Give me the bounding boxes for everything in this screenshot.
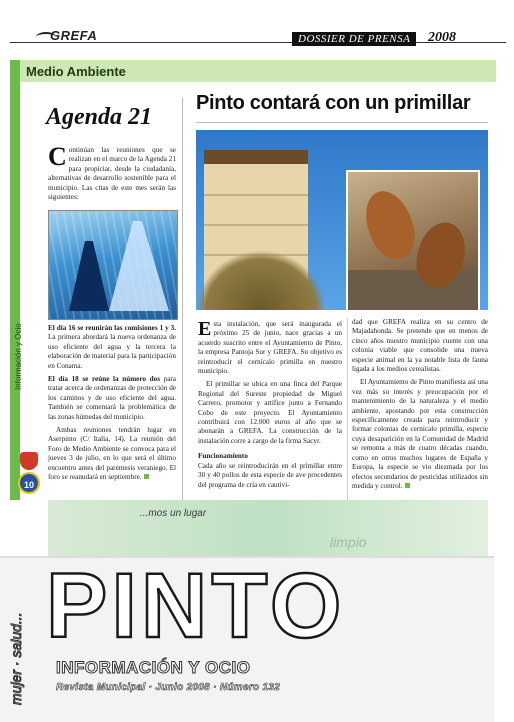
logo-text: GREFA: [50, 28, 98, 43]
article-subhead: Funcionamiento: [198, 452, 248, 461]
sidebar-label: Información y Ocio: [14, 323, 23, 390]
agenda-p1-text: La primera abordará la nueva ordenanza de uso eficiente del agua y la tercera la elaboración de material para la participación en Conama.: [48, 333, 176, 370]
primillar-photo: [196, 130, 488, 310]
page-header: [10, 24, 506, 54]
article-p3: Cada año se reintroducirán en el primillar entre 30 y 40 pollos de esta especie de ave procedentes del programa de cría en cautivi-: [198, 461, 342, 489]
article-p5: El Ayuntamiento de Pinto manifiesta así una vez más su interés y preocupación por el mantenimiento de la naturaleza y el medio ambiente, apostando por esta construcción específicamente creada para reintroducir y formar colonias de cernícalo primilla, especie cuya desaparición en la Comunidad de Madrid se remonta a más de cuatro décadas cuando, como en otros muchos lugares de España y Europa, la especie se vio diezmada por los efectos secundarios de pesticidas utilizados sin medida y control.: [352, 378, 488, 490]
logo-swoosh-icon: [36, 32, 56, 42]
agenda-photo: [48, 210, 178, 320]
agenda-p1-bold: El día 16 se reunirán las comisiones 1 y 3.: [48, 324, 176, 332]
section-sidebar: [10, 60, 20, 500]
tower-band: [204, 194, 308, 196]
page-number-badge: 10: [18, 472, 40, 494]
cover-issue-line: Revista Municipal · Junio 2008 · Número 132: [56, 682, 281, 693]
article-p1: sta instalación, que será inaugurada el próximo 25 de junio, nace gracias a un acuerdo suscrito entre el Ayuntamiento de Pinto, la empresa Pantoja Sur y GREFA. Su objetivo es reintroducir el cernícalo primilla en nuestro municipio.: [198, 320, 342, 376]
end-mark-icon: [405, 483, 410, 488]
article-p4: dad que GREFA realiza en su centro de Majadahonda. Se pretende que en menos de cinco años nuestro municipio cuente con una colonia viable que consolide una nueva especie animal en la ya notable lista de fauna ligada a los medios cerealistas.: [352, 318, 488, 374]
tower-roof: [204, 150, 308, 164]
article-dropcap: E: [198, 318, 212, 340]
column-divider: [182, 98, 183, 500]
tower-band: [204, 224, 308, 226]
agenda-intro: [48, 142, 176, 206]
inset-rock: [348, 270, 478, 310]
cover-subtitle: INFORMACIÓN Y OCIO: [56, 658, 251, 677]
grefa-logo: [50, 28, 97, 43]
article-column-1: [198, 320, 342, 494]
title-rule: [196, 122, 488, 123]
end-mark-icon: [144, 474, 149, 479]
kestrel-bird: [357, 185, 422, 266]
agenda-body: [48, 324, 176, 487]
cover-side-text: mujer · salud...: [8, 612, 24, 705]
dossier-year: 2008: [428, 30, 456, 45]
agenda-p2-bold: El día 18 se reúne la número dos: [48, 375, 161, 384]
agenda-title: Agenda 21: [46, 104, 153, 130]
cover-strip-text-2: limpio: [330, 534, 367, 550]
article-column-2: [352, 318, 488, 495]
article-p2: El primillar se ubica en una finca del Parque Regional del Sureste propiedad de Miguel Carrero, promotor y artífice junto a Fernando Cobo de este proyecto. El Ayuntamiento contribuirá con 12.000 euros al año que se abonarán a GREFA. La construcción de la instalación corre a cargo de la firma Sacyr.: [198, 380, 342, 445]
agenda-dropcap: C: [48, 142, 67, 171]
cover-strip-photo: [48, 500, 488, 556]
agenda-p3-text: Ambas reuniones tendrán lugar en Aserpinto (C/ Italia, 14). La reunión del Foro de Medio Ambiente se convoca para el jueves 3 de julio, en lo que será el último encuentro antes del paréntesis veraniego. El foro se reanudará en septiembre.: [48, 426, 176, 482]
kestrel-inset-photo: [346, 170, 480, 310]
column-divider: [347, 318, 348, 500]
cover-strip-text: ...mos un lugar: [140, 508, 207, 519]
dossier-label: DOSSIER DE PRENSA: [292, 32, 416, 46]
cover-title: PINTO: [46, 555, 346, 657]
section-title: Medio Ambiente: [26, 64, 126, 79]
photo-bush: [196, 250, 326, 310]
agenda-p2-text: para tratar acerca de ordenanzas de protección de los caminos y de uso eficiente del agua. También se comentará la problemática de las zonas húmedas del municipio.: [48, 375, 177, 421]
crest-icon: [20, 452, 38, 470]
article-title: Pinto contará con un primillar: [196, 92, 471, 114]
agenda-intro-text: ontinúan las reuniones que se realizan en el marco de la Agenda 21 para propiciar, desde la ciudadanía, alternativas de desarrollo sostenible para el municipio. Las citas de este mes serán las siguientes:: [48, 146, 176, 202]
